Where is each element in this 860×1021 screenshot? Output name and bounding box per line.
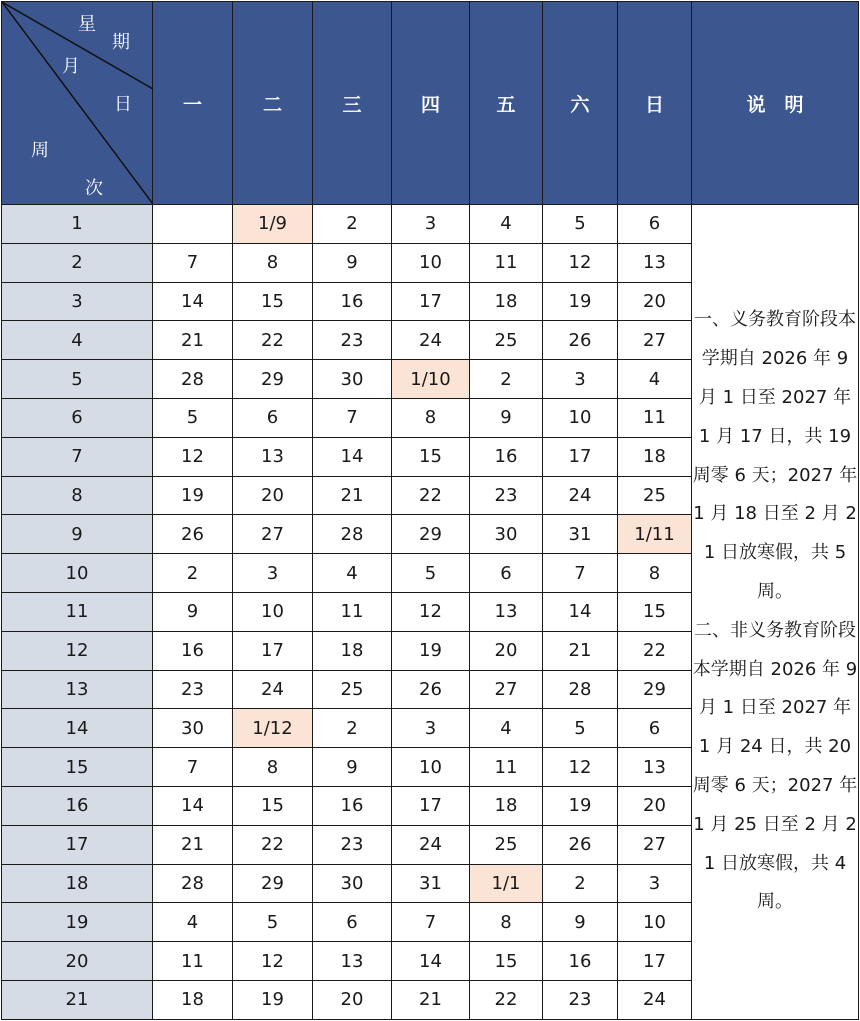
week-number-cell: 3 xyxy=(2,282,153,321)
date-cell: 29 xyxy=(392,515,470,554)
date-cell: 17 xyxy=(618,942,692,981)
date-cell: 20 xyxy=(618,282,692,321)
date-cell: 23 xyxy=(313,825,392,864)
date-cell: 25 xyxy=(618,476,692,515)
date-cell: 28 xyxy=(153,864,233,903)
date-cell: 21 xyxy=(392,980,470,1019)
date-cell: 16 xyxy=(313,786,392,825)
date-cell: 17 xyxy=(392,282,470,321)
date-cell: 17 xyxy=(233,631,313,670)
week-number-cell: 13 xyxy=(2,670,153,709)
date-cell: 13 xyxy=(233,437,313,476)
date-cell: 26 xyxy=(543,825,618,864)
date-cell: 2 xyxy=(313,709,392,748)
date-cell: 30 xyxy=(313,360,392,399)
date-cell: 27 xyxy=(470,670,543,709)
date-cell: 25 xyxy=(470,321,543,360)
date-cell: 12 xyxy=(392,592,470,631)
date-cell: 23 xyxy=(470,476,543,515)
date-cell: 7 xyxy=(153,243,233,282)
week-number-cell: 11 xyxy=(2,592,153,631)
date-cell: 11 xyxy=(470,748,543,787)
week-number-cell: 1 xyxy=(2,205,153,244)
calendar-body xyxy=(2,205,859,1020)
date-cell: 3 xyxy=(392,205,470,244)
date-cell: 2 xyxy=(543,864,618,903)
date-cell: 31 xyxy=(392,864,470,903)
date-cell: 12 xyxy=(233,942,313,981)
month-start-date-cell: 1/1 xyxy=(470,864,543,903)
date-cell: 19 xyxy=(543,786,618,825)
date-cell: 3 xyxy=(392,709,470,748)
month-start-date-cell: 1/9 xyxy=(233,205,313,244)
date-cell: 26 xyxy=(153,515,233,554)
date-cell: 15 xyxy=(392,437,470,476)
week-number-cell: 15 xyxy=(2,748,153,787)
date-cell: 17 xyxy=(543,437,618,476)
week-number-cell: 10 xyxy=(2,554,153,593)
date-cell: 5 xyxy=(392,554,470,593)
date-cell: 9 xyxy=(153,592,233,631)
week-number-cell: 21 xyxy=(2,980,153,1019)
date-cell: 4 xyxy=(618,360,692,399)
date-cell: 25 xyxy=(313,670,392,709)
date-cell: 24 xyxy=(543,476,618,515)
date-cell: 22 xyxy=(233,825,313,864)
date-cell: 30 xyxy=(313,864,392,903)
date-cell: 4 xyxy=(470,205,543,244)
date-cell: 5 xyxy=(153,398,233,437)
date-cell: 28 xyxy=(153,360,233,399)
date-cell: 17 xyxy=(392,786,470,825)
date-cell: 3 xyxy=(543,360,618,399)
date-cell: 10 xyxy=(233,592,313,631)
date-cell: 21 xyxy=(153,321,233,360)
date-cell: 16 xyxy=(313,282,392,321)
date-cell: 14 xyxy=(392,942,470,981)
week-number-cell: 19 xyxy=(2,903,153,942)
date-cell: 22 xyxy=(470,980,543,1019)
date-cell: 8 xyxy=(618,554,692,593)
date-cell: 19 xyxy=(233,980,313,1019)
date-cell: 27 xyxy=(618,825,692,864)
date-cell: 18 xyxy=(618,437,692,476)
date-cell: 14 xyxy=(543,592,618,631)
week-number-cell: 16 xyxy=(2,786,153,825)
date-cell: 19 xyxy=(153,476,233,515)
date-cell: 13 xyxy=(618,243,692,282)
date-cell: 6 xyxy=(313,903,392,942)
day-header-wed: 三 xyxy=(313,2,392,205)
note-cell xyxy=(692,205,859,1020)
date-cell: 2 xyxy=(470,360,543,399)
corner-label-ri: 日 xyxy=(114,94,132,115)
date-cell: 30 xyxy=(153,709,233,748)
date-cell: 24 xyxy=(233,670,313,709)
date-cell: 16 xyxy=(543,942,618,981)
empty-date-cell xyxy=(153,205,233,244)
week-number-cell: 4 xyxy=(2,321,153,360)
date-cell: 18 xyxy=(153,980,233,1019)
date-cell: 7 xyxy=(392,903,470,942)
date-cell: 24 xyxy=(392,825,470,864)
note-header: 说 明 xyxy=(692,2,859,205)
date-cell: 5 xyxy=(233,903,313,942)
date-cell: 3 xyxy=(233,554,313,593)
date-cell: 21 xyxy=(313,476,392,515)
date-cell: 24 xyxy=(392,321,470,360)
date-cell: 12 xyxy=(543,748,618,787)
date-cell: 11 xyxy=(470,243,543,282)
week-number-cell: 18 xyxy=(2,864,153,903)
date-cell: 8 xyxy=(392,398,470,437)
corner-label-ci: 次 xyxy=(85,178,103,199)
date-cell: 6 xyxy=(618,709,692,748)
day-header-sat: 六 xyxy=(543,2,618,205)
date-cell: 14 xyxy=(153,786,233,825)
week-number-cell: 20 xyxy=(2,942,153,981)
day-header-tue: 二 xyxy=(233,2,313,205)
date-cell: 7 xyxy=(313,398,392,437)
corner-label-zhou: 周 xyxy=(31,140,49,161)
date-cell: 7 xyxy=(543,554,618,593)
month-start-date-cell: 1/12 xyxy=(233,709,313,748)
date-cell: 11 xyxy=(153,942,233,981)
date-cell: 20 xyxy=(233,476,313,515)
date-cell: 14 xyxy=(153,282,233,321)
date-cell: 21 xyxy=(153,825,233,864)
date-cell: 18 xyxy=(313,631,392,670)
week-number-cell: 12 xyxy=(2,631,153,670)
date-cell: 14 xyxy=(313,437,392,476)
corner-header-cell xyxy=(2,2,153,205)
day-header-thu: 四 xyxy=(392,2,470,205)
date-cell: 6 xyxy=(233,398,313,437)
date-cell: 9 xyxy=(543,903,618,942)
date-cell: 9 xyxy=(313,748,392,787)
date-cell: 16 xyxy=(470,437,543,476)
week-number-cell: 2 xyxy=(2,243,153,282)
date-cell: 26 xyxy=(543,321,618,360)
corner-label-yue: 月 xyxy=(62,56,80,77)
date-cell: 9 xyxy=(313,243,392,282)
date-cell: 19 xyxy=(392,631,470,670)
date-cell: 6 xyxy=(618,205,692,244)
date-cell: 3 xyxy=(618,864,692,903)
note-compulsory-education: 一、义务教育阶段本学期自 2026 年 9 月 1 日至 2027 年 1 月 17 日，共 19 周零 6 天；2027 年 1 月 18 日至 2 月 21 日放寒假，共 5 周。 xyxy=(692,309,858,603)
date-cell: 16 xyxy=(153,631,233,670)
date-cell: 29 xyxy=(233,864,313,903)
date-cell: 10 xyxy=(392,748,470,787)
day-header-mon: 一 xyxy=(153,2,233,205)
date-cell: 15 xyxy=(233,282,313,321)
date-cell: 27 xyxy=(233,515,313,554)
week-number-cell: 6 xyxy=(2,398,153,437)
week-number-cell: 14 xyxy=(2,709,153,748)
day-header-sun: 日 xyxy=(618,2,692,205)
date-cell: 26 xyxy=(392,670,470,709)
date-cell: 22 xyxy=(618,631,692,670)
date-cell: 11 xyxy=(618,398,692,437)
date-cell: 20 xyxy=(313,980,392,1019)
date-cell: 8 xyxy=(470,903,543,942)
date-cell: 13 xyxy=(618,748,692,787)
date-cell: 9 xyxy=(470,398,543,437)
date-cell: 23 xyxy=(153,670,233,709)
date-cell: 30 xyxy=(470,515,543,554)
day-header-fri: 五 xyxy=(470,2,543,205)
month-start-date-cell: 1/11 xyxy=(618,515,692,554)
month-start-date-cell: 1/10 xyxy=(392,360,470,399)
date-cell: 28 xyxy=(543,670,618,709)
date-cell: 29 xyxy=(233,360,313,399)
week-number-cell: 17 xyxy=(2,825,153,864)
corner-label-xing: 星 xyxy=(78,14,96,35)
date-cell: 15 xyxy=(233,786,313,825)
date-cell: 2 xyxy=(313,205,392,244)
date-cell: 13 xyxy=(470,592,543,631)
date-cell: 22 xyxy=(392,476,470,515)
date-cell: 20 xyxy=(470,631,543,670)
date-cell: 12 xyxy=(153,437,233,476)
date-cell: 4 xyxy=(470,709,543,748)
date-cell: 23 xyxy=(543,980,618,1019)
date-cell: 29 xyxy=(618,670,692,709)
date-cell: 11 xyxy=(313,592,392,631)
school-calendar-table xyxy=(1,1,859,1020)
date-cell: 20 xyxy=(618,786,692,825)
week-number-cell: 7 xyxy=(2,437,153,476)
date-cell: 2 xyxy=(153,554,233,593)
corner-label-qi: 期 xyxy=(112,32,130,53)
date-cell: 10 xyxy=(392,243,470,282)
date-cell: 23 xyxy=(313,321,392,360)
date-cell: 8 xyxy=(233,748,313,787)
week-number-cell: 8 xyxy=(2,476,153,515)
date-cell: 15 xyxy=(470,942,543,981)
date-cell: 10 xyxy=(618,903,692,942)
date-cell: 15 xyxy=(618,592,692,631)
date-cell: 18 xyxy=(470,786,543,825)
date-cell: 12 xyxy=(543,243,618,282)
date-cell: 10 xyxy=(543,398,618,437)
date-cell: 28 xyxy=(313,515,392,554)
date-cell: 6 xyxy=(470,554,543,593)
date-cell: 31 xyxy=(543,515,618,554)
week-row xyxy=(2,205,859,244)
date-cell: 5 xyxy=(543,709,618,748)
date-cell: 24 xyxy=(618,980,692,1019)
date-cell: 4 xyxy=(153,903,233,942)
date-cell: 13 xyxy=(313,942,392,981)
date-cell: 5 xyxy=(543,205,618,244)
calendar-header xyxy=(2,2,859,205)
date-cell: 7 xyxy=(153,748,233,787)
week-number-cell: 9 xyxy=(2,515,153,554)
date-cell: 22 xyxy=(233,321,313,360)
date-cell: 25 xyxy=(470,825,543,864)
date-cell: 27 xyxy=(618,321,692,360)
date-cell: 18 xyxy=(470,282,543,321)
date-cell: 8 xyxy=(233,243,313,282)
note-non-compulsory-education: 二、非义务教育阶段本学期自 2026 年 9 月 1 日至 2027 年 1 月 24 日，共 20 周零 6 天；2027 年 1 月 25 日至 2 月 21 日放寒假，共 4 周。 xyxy=(692,619,858,913)
date-cell: 21 xyxy=(543,631,618,670)
week-number-cell: 5 xyxy=(2,360,153,399)
date-cell: 19 xyxy=(543,282,618,321)
date-cell: 4 xyxy=(313,554,392,593)
